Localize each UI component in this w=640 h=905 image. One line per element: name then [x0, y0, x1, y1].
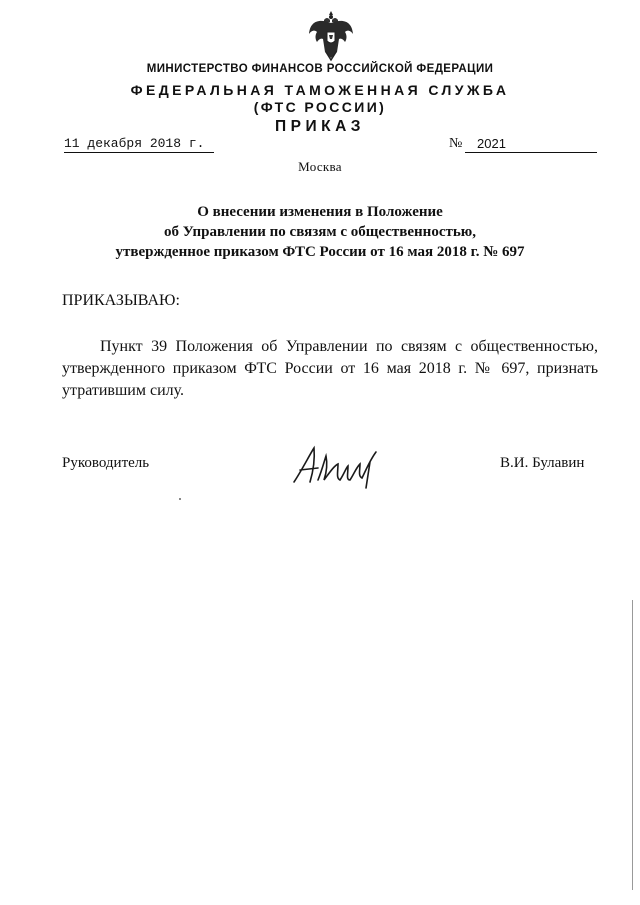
service-abbreviation: (ФТС РОССИИ) [253, 99, 387, 115]
handwritten-signature-icon [284, 440, 394, 492]
order-paragraph: Пункт 39 Положения об Управлении по связям с общественностью, утвержденного приказом ФТС России от 16 мая 2018 г. № 697, признать утратившим силу. [62, 338, 598, 399]
scan-speck [179, 498, 181, 500]
document-type: ПРИКАЗ [275, 118, 365, 135]
signer-role: Руководитель [62, 455, 150, 471]
order-date: 11 декабря 2018 г. [64, 136, 214, 153]
number-label: № [449, 136, 463, 151]
scan-edge-line [632, 600, 633, 890]
order-number: 2021 [477, 136, 506, 151]
order-title-line: О внесении изменения в Положение [197, 204, 443, 220]
ministry-name: МИНИСТЕРСТВО ФИНАНСОВ РОССИЙСКОЙ ФЕДЕРАЦИИ [146, 63, 494, 75]
signer-name: В.И. Булавин [500, 455, 585, 471]
order-title-line: об Управлении по связям с общественностью, [164, 224, 476, 240]
service-name: ФЕДЕРАЛЬНАЯ ТАМОЖЕННАЯ СЛУЖБА [130, 82, 510, 98]
order-number-field [465, 136, 597, 153]
order-directive: ПРИКАЗЫВАЮ: [62, 292, 180, 309]
order-title-line: утвержденное приказом ФТС России от 16 мая 2018 г. № 697 [115, 244, 525, 260]
russian-coat-of-arms-icon [306, 8, 356, 62]
city: Москва [298, 159, 342, 174]
